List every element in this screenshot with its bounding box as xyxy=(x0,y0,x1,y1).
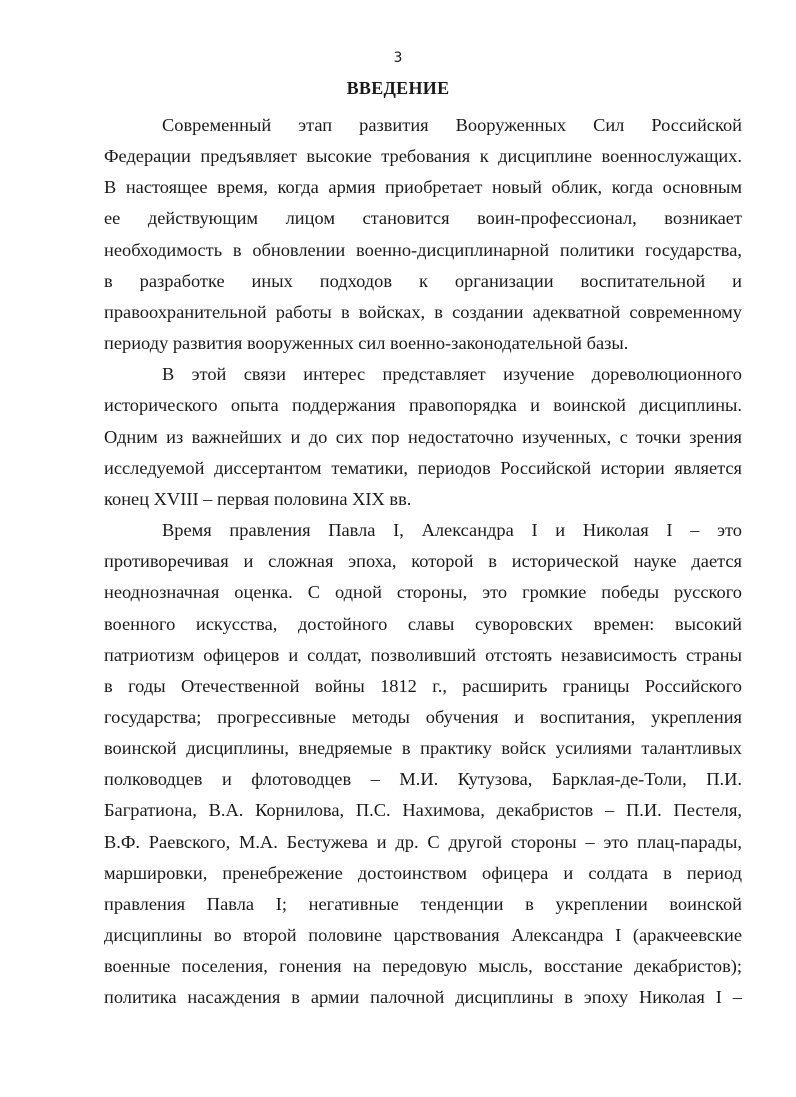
paragraph xyxy=(104,110,742,359)
text-line: государства; прогрессивные методы обучения и воспитания, укрепления xyxy=(104,706,742,727)
text-line: В.Ф. Раевского, М.А. Бестужева и др. С другой стороны – это плац-парады, xyxy=(104,831,742,852)
body-text xyxy=(104,110,742,1014)
text-line: дисциплины во второй половине царствования Александра I (аракчеевские xyxy=(104,925,742,946)
page-number: 3 xyxy=(393,50,403,66)
text-line: Одним из важнейших и до сих пор недостаточно изученных, с точки зрения xyxy=(104,426,742,447)
text-line: в годы Отечественной войны 1812 г., расширить границы Российского xyxy=(104,675,742,696)
text-line: правления Павла I; негативные тенденции в укреплении воинской xyxy=(104,893,742,914)
text-line: исследуемой диссертантом тематики, периодов Российской истории является xyxy=(104,457,742,478)
text-line: необходимость в обновлении военно-дисциплинарной политики государства, xyxy=(104,239,742,260)
text-line: полководцев и флотоводцев – М.И. Кутузова, Барклая-де-Толи, П.И. xyxy=(104,769,742,790)
text-line: противоречивая и сложная эпоха, которой в исторической науке дается xyxy=(104,551,742,572)
text-line: политика насаждения в армии палочной дисциплины в эпоху Николая I – xyxy=(104,987,742,1008)
text-line: военные поселения, гонения на передовую мысль, восстание декабристов); xyxy=(104,956,742,977)
text-line: военного искусства, достойного славы суворовских времен: высокий xyxy=(104,613,742,634)
text-line: ее действующим лицом становится воин-профессионал, возникает xyxy=(104,208,742,229)
text-line: Современный этап развития Вооруженных Сил Российской xyxy=(162,115,742,135)
text-line: Багратиона, В.А. Корнилова, П.С. Нахимова, декабристов – П.И. Пестеля, xyxy=(104,800,742,821)
text-line: правоохранительной работы в войсках, в создании адекватной современному xyxy=(104,301,742,322)
paragraph xyxy=(104,359,742,515)
text-line: в разработке иных подходов к организации воспитательной и xyxy=(104,270,742,291)
text-line: маршировки, пренебрежение достоинством офицера и солдата в период xyxy=(104,862,742,883)
section-heading: ВВЕДЕНИЕ xyxy=(346,78,450,98)
text-line: воинской дисциплины, внедряемые в практику войск усилиями талантливых xyxy=(104,738,742,759)
text-line: исторического опыта поддержания правопорядка и воинской дисциплины. xyxy=(104,395,742,416)
text-line: патриотизм офицеров и солдат, позволивший отстоять независимость страны xyxy=(104,644,742,665)
text-line: Время правления Павла I, Александра I и Николая I – это xyxy=(162,520,742,541)
text-line: В этой связи интерес представляет изучение дореволюционного xyxy=(162,364,742,385)
text-line: В настоящее время, когда армия приобретает новый облик, когда основным xyxy=(104,177,742,198)
paragraph xyxy=(104,515,742,1014)
text-line: периоду развития вооруженных сил военно-законодательной базы. xyxy=(104,333,629,354)
text-line: Федерации предъявляет высокие требования к дисциплине военнослужащих. xyxy=(104,146,742,167)
text-line: неоднозначная оценка. С одной стороны, это громкие победы русского xyxy=(104,582,742,603)
text-line: конец XVIII – первая половина XIX вв. xyxy=(104,488,412,509)
